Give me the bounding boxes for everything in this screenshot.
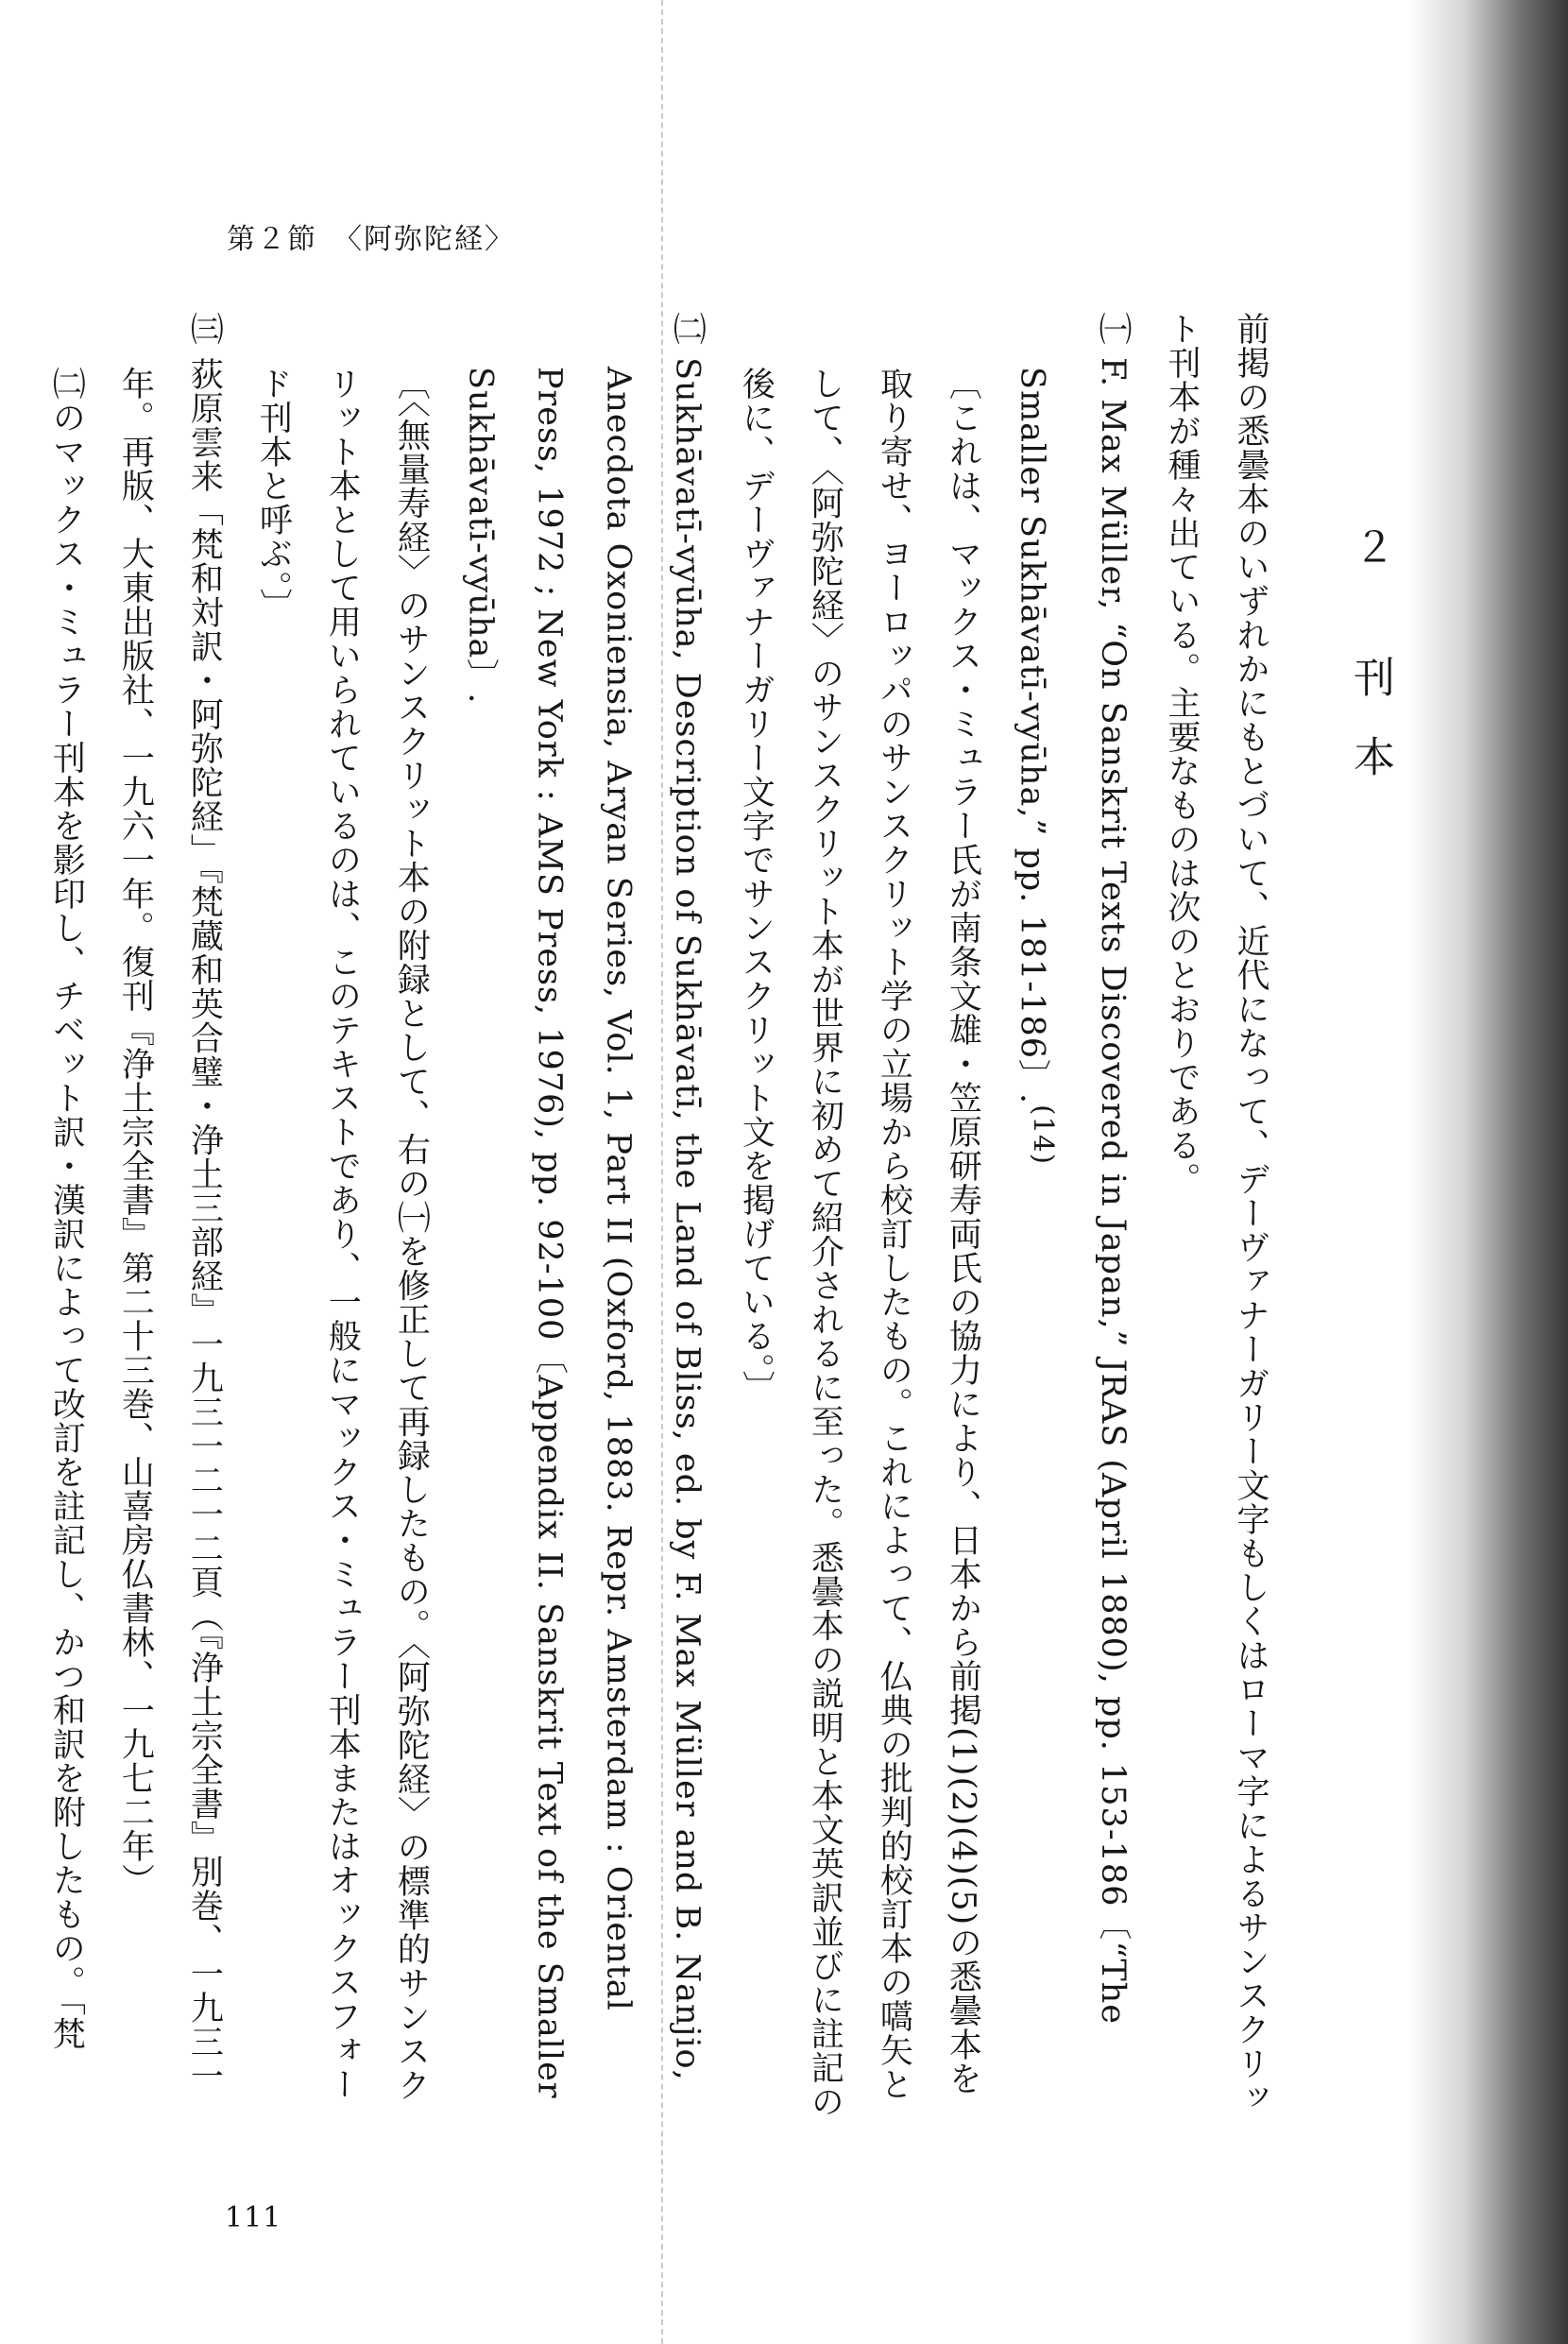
entry-1-marker: ㈠ (1094, 312, 1132, 346)
body-text (47, 312, 1285, 2126)
entry-2-marker: ㈡ (668, 312, 707, 346)
entry-3-citation-text: 荻原雲来「梵和対訳・阿弥陀経」『梵蔵和英合璧・浄土三部経』一九三一二一二頁（『浄土宗全書』別巻、一九三一年。再版、大東出版社、一九六一年。復刊『浄土宗全書』第二十三巻、山喜房仏書林、一九七二年） (116, 357, 224, 2094)
scan-edge-shadow (1407, 0, 1568, 2344)
entry-2-citation (445, 312, 721, 2126)
entry-1-citation-text: F. Max Müller, “On Sanskrit Texts Discovered in Japan,” JRAS (April 1880), pp. 153-186〔“The Smaller Sukhāvatī-vyūha,” pp. 181-186〕. (1013, 357, 1132, 2025)
running-head: 第２節 〈阿弥陀経〉 (227, 223, 515, 256)
entry-3-marker: ㈢ (185, 312, 224, 346)
entry-2-note: 〔〈無量寿経〉のサンスクリット本の附録として、右の㈠を修正して再録したもの。〈阿弥陀経〉の標準的サンスクリット本として用いられているのは、このテキストであり、一般にマックス・ミュラー刊本またはオックスフォード刊本と呼ぶ。〕 (254, 367, 431, 2102)
entry-1-citation (997, 312, 1147, 2126)
entry-3-citation (100, 312, 238, 2126)
entry-1-note-ref: (14) (1028, 1104, 1060, 1165)
entry-2-citation-text: Sukhāvatī-vyūha, Description of Sukhāvatī, the Land of Bliss, ed. by F. Max Müller and B. Nanjio, Anecdota Oxoniensia, Aryan Series, Vol. 1, Part II (Oxford, 1883. Repr. Amsterdam : Oriental Press, 1972 ; New York : AMS Press, 1976), pp. 92-100〔Appendix II. Sanskrit Text of the Smaller Sukhāvatī-vyūha〕. (461, 357, 707, 2099)
section-title: ２ 刊本 (1346, 525, 1394, 814)
page-number: 111 (225, 2201, 282, 2234)
entry-3-note: ㈡のマックス・ミュラー刊本を影印し、チベット訳・漢訳によって改訂を註記し、かつ和訳を附したもの。「梵 (47, 367, 86, 2051)
entry-1-note: 〔これは、マックス・ミュラー氏が南条文雄・笠原研寿両氏の協力により、日本から前掲(1)(2)(4)(5)の悉曇本を取り寄せ、ヨーロッパのサンスクリット学の立場から校訂したもの。これによって、仏典の批判的校訂本の嚆矢として、〈阿弥陀経〉のサンスクリット本が世界に初めて紹介されるに至った。悉曇本の説明と本文英訳並びに註記の後に、デーヴァナーガリー文字でサンスクリット文を掲げている。〕 (737, 367, 982, 2119)
intro-paragraph: 前掲の悉曇本のいずれかにもとづいて、近代になって、デーヴァナーガリー文字もしくはローマ字によるサンスクリット刊本が種々出ている。主要なものは次のとおりである。 (1163, 312, 1270, 2114)
